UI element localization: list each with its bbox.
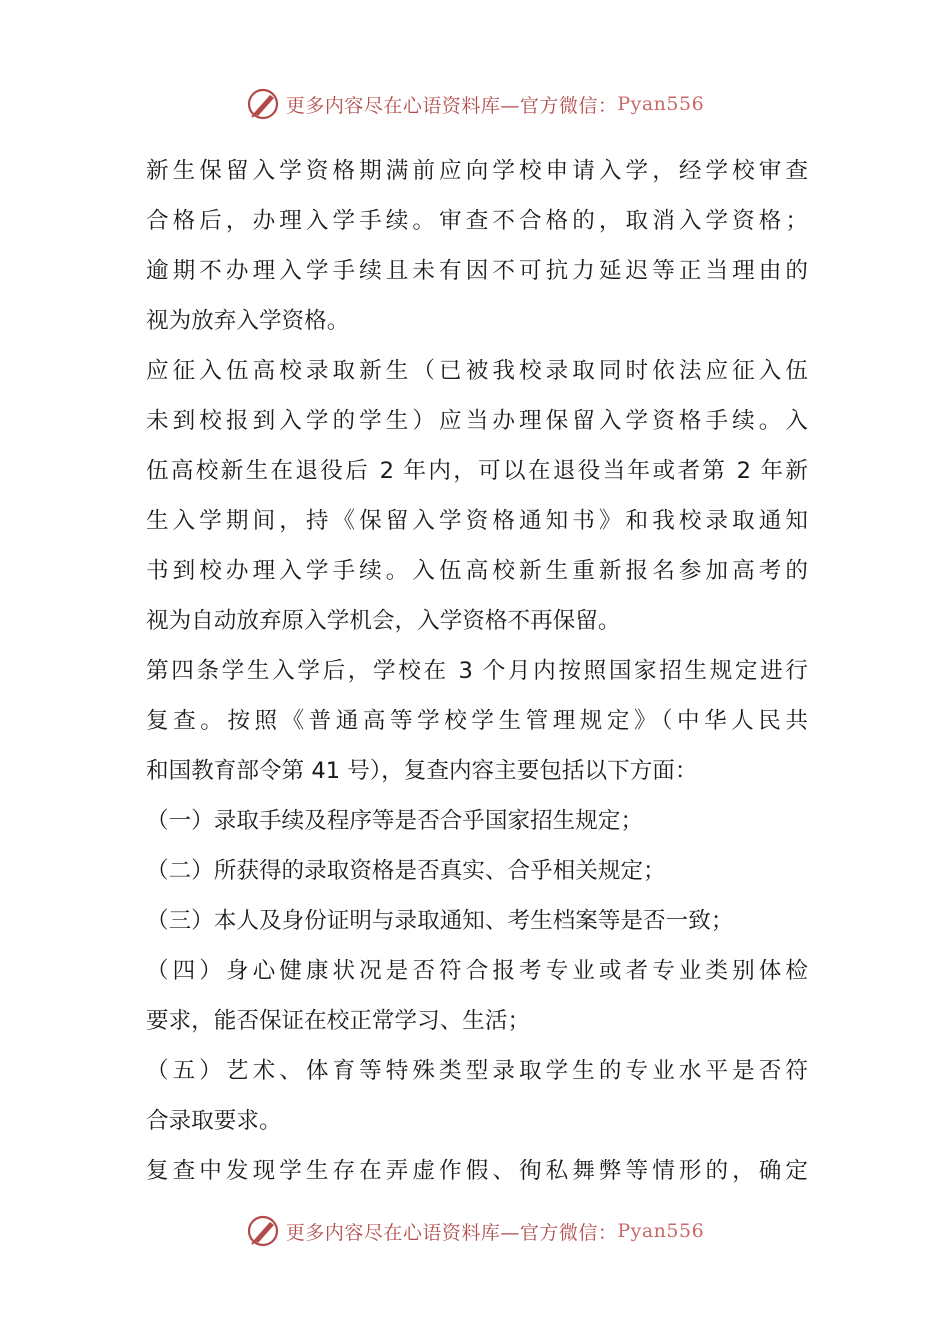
watermark-header — [0, 84, 950, 124]
text-line: 逾期不办理入学手续且未有因不可抗力延迟等正当理由的 — [146, 258, 808, 284]
watermark-text: 更多内容尽在心语资料库—官方微信： — [285, 94, 618, 117]
watermark-text: 更多内容尽在心语资料库—官方微信： — [285, 1221, 618, 1244]
text-line: 要求，能否保证在校正常学习、生活； — [146, 1008, 531, 1034]
watermark-wechat: Pyan556 — [617, 93, 705, 115]
text-line: 书到校办理入学手续。入伍高校新生重新报名参加高考的 — [146, 558, 808, 584]
text-line: 视为自动放弃原入学机会，入学资格不再保留。 — [146, 608, 621, 634]
text-line: 新生保留入学资格期满前应向学校申请入学，经学校审查 — [146, 158, 808, 184]
text-line: 合录取要求。 — [146, 1108, 282, 1134]
watermark-footer — [0, 1211, 950, 1251]
text-line: 复查中发现学生存在弄虚作假、徇私舞弊等情形的，确定 — [146, 1158, 808, 1184]
text-line: 第四条学生入学后，学校在 3 个月内按照国家招生规定进行 — [146, 658, 808, 684]
text-line: 生入学期间，持《保留入学资格通知书》和我校录取通知 — [146, 508, 808, 534]
watermark-wechat: Pyan556 — [617, 1220, 705, 1242]
text-line: （二）所获得的录取资格是否真实、合乎相关规定； — [146, 858, 666, 884]
text-line: 和国教育部令第 41 号），复查内容主要包括以下方面： — [146, 758, 698, 784]
pen-logo-icon — [246, 1213, 282, 1249]
text-line: 视为放弃入学资格。 — [146, 308, 350, 334]
text-line: （三）本人及身份证明与录取通知、考生档案等是否一致； — [146, 908, 734, 934]
text-line: 合格后，办理入学手续。审查不合格的，取消入学资格； — [146, 208, 808, 234]
text-line: （一）录取手续及程序等是否合乎国家招生规定； — [146, 808, 644, 834]
pen-logo-icon — [246, 86, 282, 122]
text-line: 复查。按照《普通高等学校学生管理规定》（中华人民共 — [146, 708, 808, 734]
text-line: 应征入伍高校录取新生（已被我校录取同时依法应征入伍 — [146, 358, 808, 384]
text-line: （五）艺术、体育等特殊类型录取学生的专业水平是否符 — [146, 1058, 808, 1084]
text-line: （四）身心健康状况是否符合报考专业或者专业类别体检 — [146, 958, 808, 984]
text-line: 伍高校新生在退役后 2 年内，可以在退役当年或者第 2 年新 — [146, 458, 808, 484]
text-line: 未到校报到入学的学生）应当办理保留入学资格手续。入 — [146, 408, 808, 434]
document-body — [146, 146, 808, 1196]
